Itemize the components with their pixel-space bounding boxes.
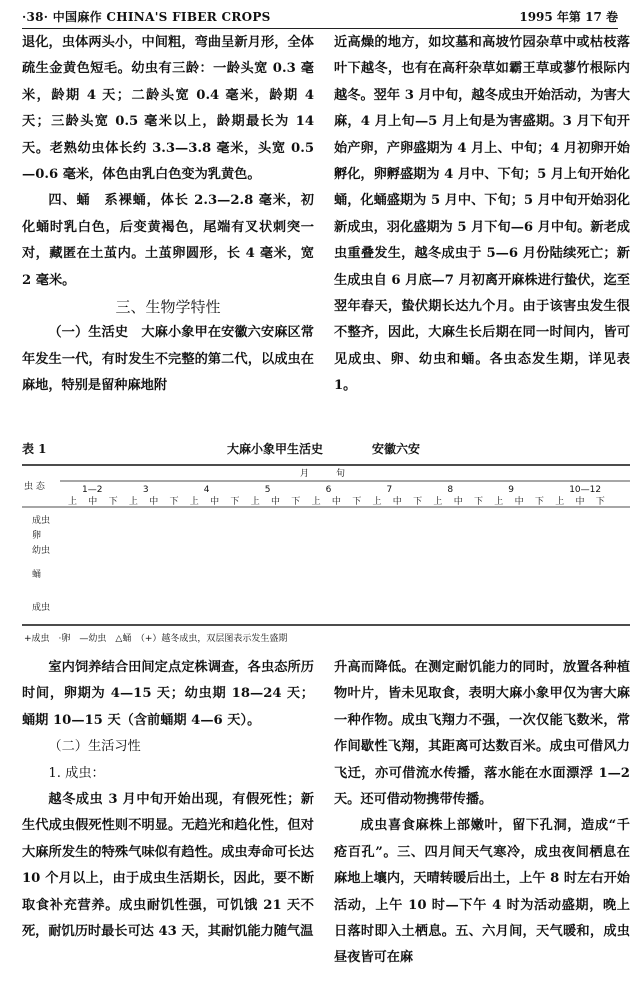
row-label: 卵 [32,531,42,541]
running-header [22,6,618,26]
month-label: 9 [508,485,515,495]
xun-label: 中 [331,497,341,507]
paragraph: 室内饲养结合田间定点定株调查，各虫态所历时间，卵期为 4—15 天；幼虫期 18—24 天；蛹期 10—15 天（含前蛹期 4—6 天）。 [22,660,314,728]
life-history-table [0,455,640,655]
xun-label: 上 [433,497,443,507]
paragraph: （一）生活史 大麻小象甲在安徽六安麻区常年发生一代，有时发生不完整的第二代，以成虫在麻地，特别是留种麻地附 [22,325,314,394]
header-right: 1995 年第 17 卷 [519,10,618,24]
subsection-heading: 1. 成虫： [48,765,105,781]
xun-label: 下 [352,497,362,507]
header-rule [22,28,618,29]
xun-label: 中 [453,497,463,507]
month-label: 6 [325,485,332,495]
xun-label: 上 [128,497,138,507]
xun-label: 中 [149,497,159,507]
paragraph: 升高而降低。在测定耐饥能力的同时，放置各种植物叶片，皆未见取食，表明大麻小象甲仅为害大麻一种作物。成虫飞翔力不强，一次仅能飞数米，常作间歇性飞翔，其距离可达数百米。成虫可借风力飞迁，亦可借流水传播，落水能在水面漂浮 1—2 天。还可借动物携带传播。 [334,660,630,808]
table-label: 表 1 [22,442,47,456]
month-label: 10—12 [569,485,602,495]
row-label: 幼虫 [32,546,51,556]
xun-label: 上 [555,497,565,507]
month-label: 8 [447,485,454,495]
month-label: 4 [203,485,210,495]
xun-label: 上 [494,497,504,507]
month-label: 3 [142,485,149,495]
xun-label: 中 [210,497,220,507]
xun-label: 中 [271,497,281,507]
xun-label: 上 [311,497,321,507]
paragraph: 成虫喜食麻株上部嫩叶，留下孔洞，造成“千疮百孔”。三、四月间天气寒冷，成虫夜间栖息在麻地上壤内，天晴转暖后出土，上午 8 时左右开始活动，上午 10 时—下午 4 时为活动盛期，晚上日落时即入土栖息。五、六月间，天气暖和，成虫昼夜皆可在麻 [334,818,630,966]
right-column-bottom [334,655,630,972]
xun-label: 下 [413,497,423,507]
xun-label: 上 [250,497,260,507]
right-column-top [334,30,630,400]
paragraph: 越冬成虫 3 月中旬开始出现，有假死性；新生代成虫假死性则不明显。无趋光和趋化性，但对大麻所发生的特殊气味似有趋性。成虫寿命可长达 10 个月以上，由于成虫生活期长，因此，要不断取食补充营养。成虫耐饥性强，可饥饿 21 天不死，耐饥历时最长可达 43 天，其耐饥能力随气温 [22,792,314,940]
xun-label: 中 [514,497,524,507]
xun-label: 中 [575,497,585,507]
month-label: 7 [386,485,393,495]
xun-label: 下 [595,497,605,507]
xun-label: 下 [230,497,240,507]
xun-label: 中 [88,497,98,507]
table-place: 安徽六安 [372,442,421,456]
left-column-bottom [22,655,314,945]
paragraph: 退化，虫体两头小，中间粗，弯曲呈新月形，全体疏生金黄色短毛。幼虫有三龄：一龄头宽 0.3 毫米，龄期 4 天；二龄头宽 0.4 毫米，龄期 4 天；三龄头宽 0.5 毫米以上，龄期最长为 14 天。老熟幼虫体长约 3.3—3.8 毫米，头宽 0.5—0.6 毫米，体色由乳白色变为乳黄色。 [22,35,314,183]
month-header: 月 旬 [300,469,346,479]
xun-label: 下 [474,497,484,507]
xun-label: 下 [291,497,301,507]
xun-label: 上 [372,497,382,507]
row-label: 成虫 [32,603,51,613]
stage-header: 虫 态 [24,482,45,492]
xun-label: 上 [189,497,199,507]
section-heading: 三、生物学特性 [115,298,221,317]
left-column-top [22,30,314,400]
xun-label: 下 [108,497,118,507]
xun-label: 下 [169,497,179,507]
table-legend: +成虫 ·卵 —幼虫 △蛹 （+）越冬成虫，双层图表示发生盛期 [24,634,288,644]
row-label: 成虫 [32,516,51,526]
header-left: ·38· 中国麻作 CHINA'S FIBER CROPS [22,10,271,24]
month-label: 1—2 [82,485,103,495]
paragraph: 四、蛹 系裸蛹，体长 2.3—2.8 毫米，初化蛹时乳白色，后变黄褐色，尾端有叉状刺突一对，藏匿在土茧内。土茧卵圆形，长 4 毫米，宽 2 毫米。 [22,193,314,288]
row-label: 蛹 [32,570,42,580]
xun-label: 上 [68,497,78,507]
month-label: 5 [264,485,271,495]
xun-label: 下 [534,497,544,507]
xun-label: 中 [392,497,402,507]
subsection-heading: （二）生活习性 [48,739,141,755]
table-title: 大麻小象甲生活史 [227,442,324,456]
paragraph: 近高燥的地方，如坟墓和高坡竹园杂草中或枯枝落叶下越冬，也有在高秆杂草如霸王草或蓼竹根际内越冬。翌年 3 月中旬，越冬成虫开始活动，为害大麻，4 月上旬—5 月上旬是为害盛期。3 月下旬开始产卵，产卵盛期为 4 月上、中旬；4 月初卵开始孵化，卵孵盛期为 4 月中、下旬；5 月上旬开始化蛹，化蛹盛期为 5 月中、下旬；5 月中旬开始羽化新成虫，羽化盛期为 5 月下旬—6 月中旬。新老成虫重叠发生，越冬成虫于 5—6 月份陆续死亡；新生成虫自 6 月底—7 月初离开麻株进行蛰伏，迄至翌年春天，蛰伏期长达九个月。由于该害虫发生很不整齐，因此，大麻生长后期在同一时间内，皆可见成虫、卵、幼虫和蛹。各虫态发生期，详见表 1。 [334,35,630,394]
